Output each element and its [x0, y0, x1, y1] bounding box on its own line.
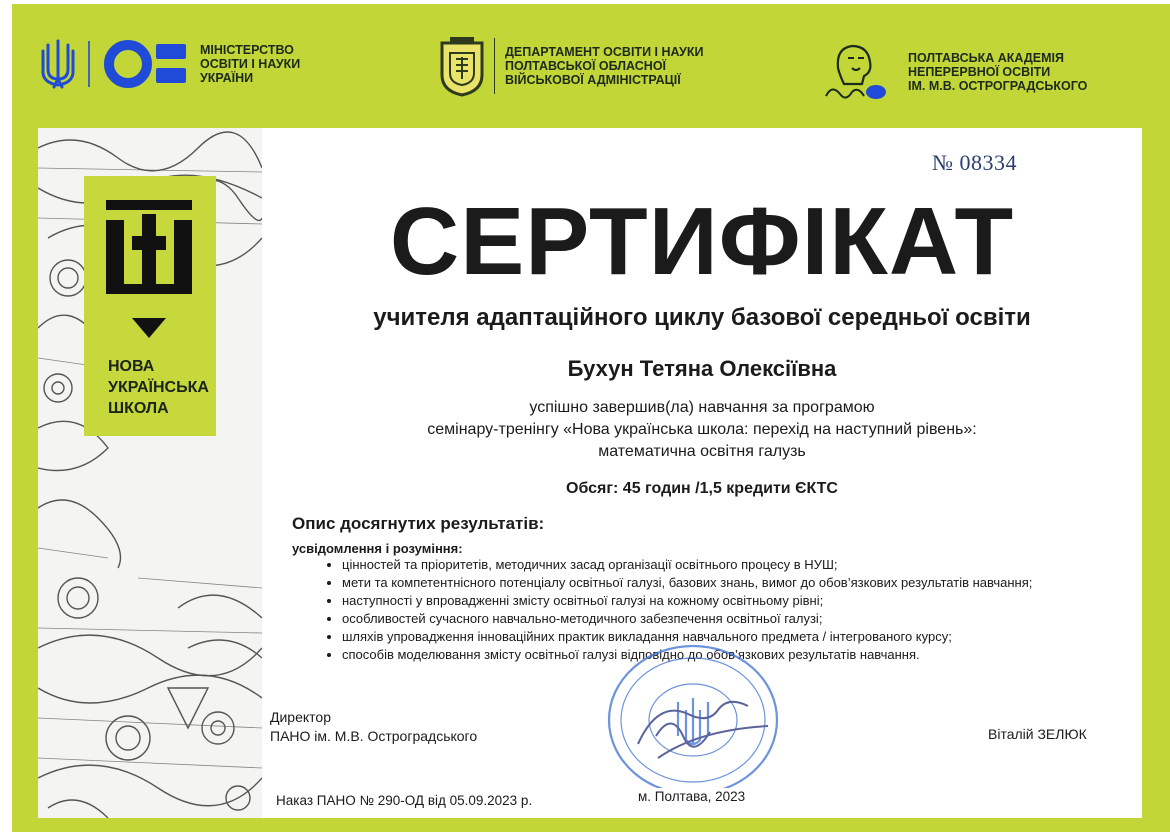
academy-name-line2: НЕПЕРЕРВНОЇ ОСВІТИ [908, 65, 1051, 79]
place-date: м. Полтава, 2023 [638, 789, 746, 804]
nus-label-line3: ШКОЛА [108, 400, 169, 417]
list-item: • шляхів упровадження інноваційних практик викладання навчального предмета / інтегрованого курсу; [342, 628, 1138, 645]
certificate-header [0, 0, 1170, 128]
order-reference: Наказ ПАНО № 290-ОД від 05.09.2023 р. [276, 793, 533, 808]
ministry-logo-block [40, 38, 300, 90]
course-volume: Обсяг: 45 годин /1,5 кредити ЄКТС [566, 480, 838, 497]
department-logo-block [438, 35, 703, 97]
nus-logo-box [84, 176, 216, 436]
logo-divider [88, 41, 90, 87]
ministry-name-line2: ОСВІТИ І НАУКИ [200, 57, 301, 71]
completion-line3: математична освітня галузь [598, 443, 806, 460]
academy-logo-block [818, 38, 1087, 106]
completion-line2: семінару-тренінгу «Нова українська школа: перехід на наступний рівень»: [427, 421, 977, 438]
completion-line1: успішно завершив(ла) навчання за програмою [529, 399, 875, 416]
certificate-title: СЕРТИФІКАТ [389, 188, 1015, 295]
trident-icon [40, 39, 76, 89]
director-title [270, 708, 477, 746]
director-line2: ПАНО ім. М.В. Остроградського [270, 728, 478, 744]
director-line1: Директор [270, 709, 331, 725]
results-title: Опис досягнутих результатів: [292, 514, 545, 533]
completion-text [262, 397, 1142, 463]
recipient-name: Бухун Тетяна Олексіївна [567, 356, 837, 381]
results-subtitle: усвідомлення і розуміння: [292, 541, 463, 556]
decorative-pattern-panel [38, 128, 262, 818]
list-item: • особливостей сучасного навчально-методичного забезпечення освітньої галузі; [342, 610, 1138, 627]
director-name: Віталій ЗЕЛЮК [988, 726, 1087, 742]
academy-name [908, 51, 1087, 93]
list-item: • способів моделювання змісту освітньої галузі відповідно до обов’язкових результатів навчання. [342, 646, 1138, 663]
certificate-subtitle: учителя адаптаційного циклу базової середньої освіти [373, 304, 1031, 331]
academy-portrait-icon [818, 38, 896, 106]
list-item: • наступності у впровадженні змісту освітньої галузі на кожному освітньому рівні; [342, 592, 1138, 609]
official-stamp-icon [598, 640, 788, 788]
academy-name-line1: ПОЛТАВСЬКА АКАДЕМІЯ [908, 51, 1064, 65]
poltava-crest-icon [438, 35, 486, 97]
nus-label-line1: НОВА [108, 358, 155, 375]
department-name [505, 45, 703, 87]
list-item: • цінностей та пріоритетів, методичних засад організації освітнього процесу в НУШ; [342, 556, 1138, 573]
list-item: • мети та компетентнісного потенціалу освітньої галузі, базових знань, вимог до обов’язкових результатів навчання; [342, 574, 1138, 591]
academy-name-line3: ІМ. М.В. ОСТРОГРАДСЬКОГО [908, 79, 1088, 93]
ministry-name [200, 43, 300, 85]
department-name-line3: ВІЙСЬКОВОЇ АДМІНІСТРАЦІЇ [505, 73, 681, 87]
department-divider [494, 38, 495, 94]
ministry-name-line3: УКРАЇНИ [200, 71, 254, 85]
nus-label-line2: УКРАЇНСЬКА [108, 379, 209, 396]
department-name-line2: ПОЛТАВСЬКОЇ ОБЛАСНОЇ [505, 59, 666, 73]
department-name-line1: ДЕПАРТАМЕНТ ОСВІТИ І НАУКИ [505, 45, 704, 59]
ministry-emblem-icon [104, 38, 190, 90]
certificate-number: № 08334 [932, 150, 1017, 175]
ministry-name-line1: МІНІСТЕРСТВО [200, 43, 294, 57]
nus-label [108, 356, 209, 419]
